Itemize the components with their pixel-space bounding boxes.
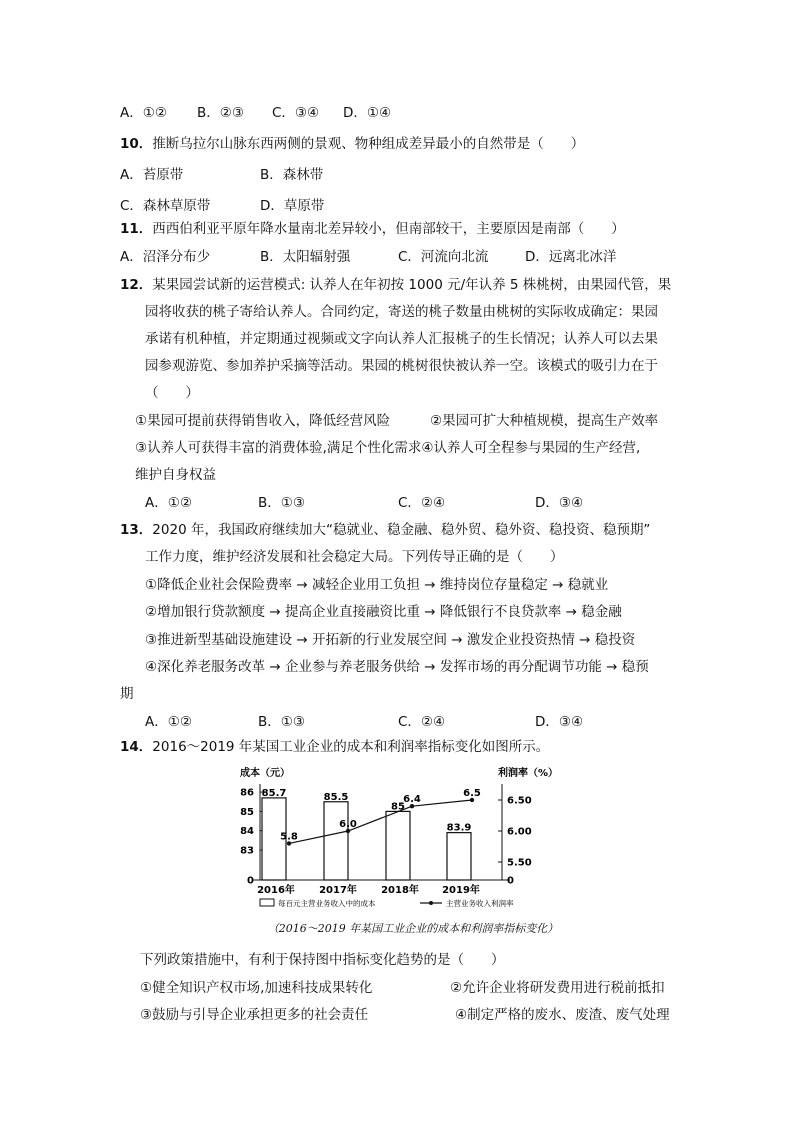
chart-caption: （2016～2019 年某国工业企业的成本和利润率指标变化） — [267, 922, 559, 935]
q13-option-d: D．③④ — [535, 714, 584, 730]
q11-option-a: A．沼泽分布少 — [120, 249, 211, 265]
cost-profit-chart — [230, 762, 570, 914]
chain-1: ①降低企业社会保险费率 → 减轻企业用工负担 → 维持岗位存量稳定 → 稳就业 — [145, 577, 609, 593]
q10-option-a: A．苔原带 — [120, 167, 184, 183]
chain-4-continuation: 期 — [120, 686, 134, 702]
q12-option-d: D．③④ — [535, 495, 584, 511]
statement-1: ①果园可提前获得销售收入，降低经营风险 — [135, 413, 391, 429]
bar-value-label: 85.5 — [323, 791, 349, 803]
question-stem: 2016～2019 年某国工业企业的成本和利润率指标变化如图所示。 — [152, 739, 550, 755]
question-stem-line: 园参观游览、参加养护采摘等活动。果园的桃树很快被认养一空。该模式的吸引力在于 — [145, 358, 658, 374]
bar — [324, 802, 348, 880]
question-stem-line: 工作力度，维护经济发展和社会稳定大局。下列传导正确的是（ ） — [145, 549, 564, 565]
legend-line-marker — [429, 901, 433, 905]
statement-3-4: ③认养人可获得丰富的消费体验,满足个性化需求④认养人可全程参与果园的生产经营, — [135, 440, 641, 456]
x-tick-label: 2019年 — [442, 885, 480, 896]
q9-option-c: C．③④ — [272, 105, 320, 121]
legend-bar-label: 每百元主营业务收入中的成本 — [278, 899, 376, 908]
question-12 — [120, 276, 671, 294]
left-tick-label: 86 — [240, 787, 254, 799]
left-tick-label: 84 — [240, 826, 254, 838]
left-tick-label: 83 — [240, 845, 254, 857]
profit-rate-label: 6.5 — [463, 788, 481, 799]
q12-option-c: C．②④ — [398, 495, 446, 511]
question-13 — [120, 521, 650, 539]
bar — [447, 833, 471, 880]
q10-option-c: C．森林草原带 — [120, 198, 211, 214]
left-axis-title: 成本（元） — [240, 768, 290, 779]
q10-option-b: B．森林带 — [260, 167, 324, 183]
question-stem-line: 承诺有机种植，并定期通过视频或文字向认养人汇报桃子的生长情况；认养人可以去果 — [145, 331, 658, 347]
statement-3: ③鼓励与引导企业承担更多的社会责任 — [140, 1007, 369, 1023]
q11-option-c: C．河流向北流 — [398, 249, 489, 265]
question-number: 14． — [120, 739, 153, 755]
q10-option-d: D．草原带 — [260, 198, 325, 214]
statement-2: ②果园可扩大种植规模，提高生产效率 — [430, 413, 659, 429]
question-stem: 推断乌拉尔山脉东西两侧的景观、物种组成差异最小的自然带是（ ） — [152, 136, 585, 152]
question-number: 11． — [120, 221, 153, 237]
profit-rate-label: 6.4 — [403, 794, 421, 806]
right-tick-label: 6.50 — [507, 795, 532, 807]
q9-option-d: D．①④ — [343, 105, 392, 121]
q11-option-b: B．太阳辐射强 — [260, 249, 351, 265]
statement-continuation: 维护自身权益 — [135, 467, 216, 483]
right-tick-label: 5.50 — [507, 857, 532, 869]
statement-2: ②允许企业将研发费用进行税前抵扣 — [450, 980, 665, 996]
right-axis-title: 利润率（%） — [498, 768, 559, 779]
statement-4: ④制定严格的废水、废渣、废气处理 — [455, 1007, 670, 1023]
chain-2: ②增加银行贷款额度 → 提高企业直接融资比重 → 降低银行不良贷款率 → 稳金融 — [145, 604, 622, 620]
question-number: 10． — [120, 136, 153, 152]
bar-value-label: 85.7 — [261, 787, 287, 799]
bar — [386, 811, 410, 880]
bar-value-label: 85 — [391, 801, 405, 813]
left-tick-label: 85 — [240, 806, 254, 818]
q9-option-a: A．①② — [120, 105, 167, 121]
question-11 — [120, 220, 625, 238]
q12-option-b: B．①③ — [258, 495, 305, 511]
profit-rate-line — [289, 800, 472, 843]
x-tick-label: 2018年 — [381, 885, 419, 896]
question-number: 12． — [120, 277, 153, 293]
question-stem-line: 2020 年，我国政府继续加大“稳就业、稳金融、稳外贸、稳外资、稳投资、稳预期” — [152, 522, 651, 538]
chain-3: ③推进新型基础设施建设 → 开拓新的行业发展空间 → 激发企业投资热情 → 稳投资 — [145, 632, 636, 648]
q9-option-b: B．②③ — [197, 105, 244, 121]
question-14-follow-up: 下列政策措施中，有利于保持图中指标变化趋势的是（ ） — [140, 952, 505, 968]
question-stem-line: 某果园尝试新的运营模式: 认养人在年初按 1000 元/年认养 5 株桃树，由果园代管，果 — [152, 277, 672, 293]
question-number: 13． — [120, 522, 153, 538]
question-stem-line: 园将收获的桃子寄给认养人。合同约定，寄送的桃子数量由桃树的实际收成确定：果园 — [145, 304, 658, 320]
q13-option-c: C．②④ — [398, 714, 446, 730]
q13-option-a: A．①② — [145, 714, 192, 730]
profit-rate-label: 6.0 — [339, 819, 357, 830]
right-tick-label: 6.00 — [507, 826, 532, 838]
profit-rate-label: 5.8 — [280, 831, 298, 843]
x-tick-label: 2016年 — [257, 885, 295, 896]
q13-option-b: B．①③ — [258, 714, 305, 730]
left-tick-label: 0 — [247, 875, 254, 887]
question-stem: 西西伯利亚平原年降水量南北差异较小，但南部较干，主要原因是南部（ ） — [152, 221, 625, 237]
right-tick-label: 0 — [507, 875, 514, 887]
q11-option-d: D．远离北冰洋 — [525, 249, 617, 265]
legend-line-label: 主营业务收入利润率 — [446, 899, 514, 908]
x-tick-label: 2017年 — [319, 885, 357, 896]
question-stem-line: （ ） — [145, 385, 199, 401]
bar-value-label: 83.9 — [446, 822, 472, 834]
q12-option-a: A．①② — [145, 495, 192, 511]
question-10 — [120, 135, 584, 153]
question-14 — [120, 738, 549, 756]
chain-4: ④深化养老服务改革 → 企业参与养老服务供给 → 发挥市场的再分配调节功能 → 稳预 — [145, 659, 649, 675]
legend-bar-swatch — [260, 899, 274, 906]
statement-1: ①健全知识产权市场,加速科技成果转化 — [140, 980, 373, 996]
